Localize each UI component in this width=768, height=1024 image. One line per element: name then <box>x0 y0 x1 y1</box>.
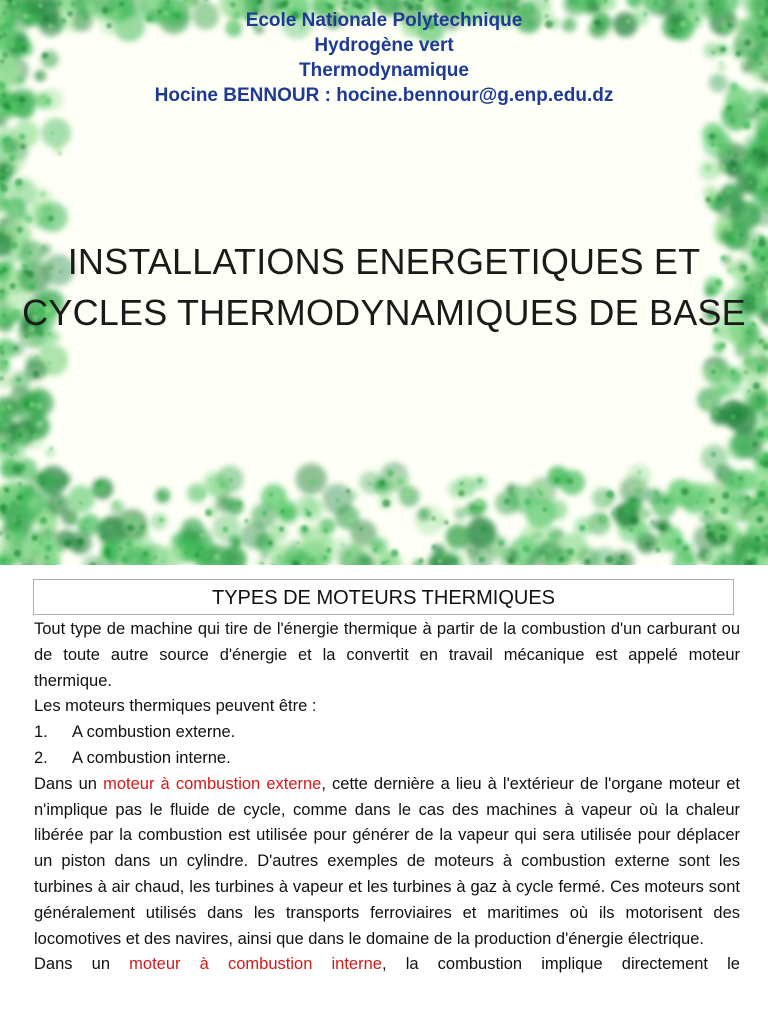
list-number: 2. <box>34 748 48 767</box>
title-line-1: INSTALLATIONS ENERGETIQUES ET <box>67 241 701 282</box>
list-item <box>34 720 740 746</box>
list-intro: Les moteurs thermiques peuvent être : <box>34 697 317 716</box>
list-item <box>34 746 740 772</box>
content-slide <box>0 565 768 1024</box>
highlight-term: moteur à combustion interne <box>129 955 382 974</box>
intro-paragraph: Tout type de machine qui tire de l'énergie thermique à partir de la combustion d'un carburant ou de toute autre source d'énergie et la convertit en travail mécanique est appelé moteur thermique. <box>34 620 740 690</box>
list-text: A combustion externe. <box>72 723 236 742</box>
section-title: TYPES DE MOTEURS THERMIQUES <box>33 579 734 615</box>
course-name: Thermodynamique <box>299 60 469 81</box>
slide-title <box>0 236 768 338</box>
highlight-term: moteur à combustion externe <box>103 774 322 793</box>
program-name: Hydrogène vert <box>314 35 454 56</box>
slide-body <box>34 617 740 978</box>
list-text: A combustion interne. <box>72 748 231 767</box>
para-prefix: Dans un <box>34 955 130 974</box>
list-number: 1. <box>34 723 48 742</box>
school-name: Ecole Nationale Polytechnique <box>245 10 523 31</box>
external-combustion-paragraph <box>34 772 740 953</box>
para-text: , cette dernière a lieu à l'extérieur de l'organe moteur et n'implique pas le fluide de cycle, comme dans le cas des machines à vapeur où la chaleur libérée par la combustion est utilisée pour générer de la vapeur qui sera utilisée pour déplacer un piston dans un cylindre. D'autres exemples de moteurs à combustion externe sont les turbines à air chaud, les turbines à vapeur et les turbines à gaz à cycle fermé. Ces moteurs sont généralement utilisés dans les transports ferroviaires et maritimes où ils motorisent des locomotives et des navires, ainsi que dans le domaine de la production d'énergie électrique. <box>34 774 741 948</box>
para-text: , la combustion implique directement le <box>381 955 740 974</box>
para-prefix: Dans un <box>34 774 104 793</box>
slide-header <box>0 8 768 108</box>
author-contact: Hocine BENNOUR : hocine.bennour@g.enp.edu.dz <box>154 85 614 106</box>
internal-combustion-paragraph <box>34 952 740 978</box>
title-line-2: CYCLES THERMODYNAMIQUES DE BASE <box>22 292 746 333</box>
